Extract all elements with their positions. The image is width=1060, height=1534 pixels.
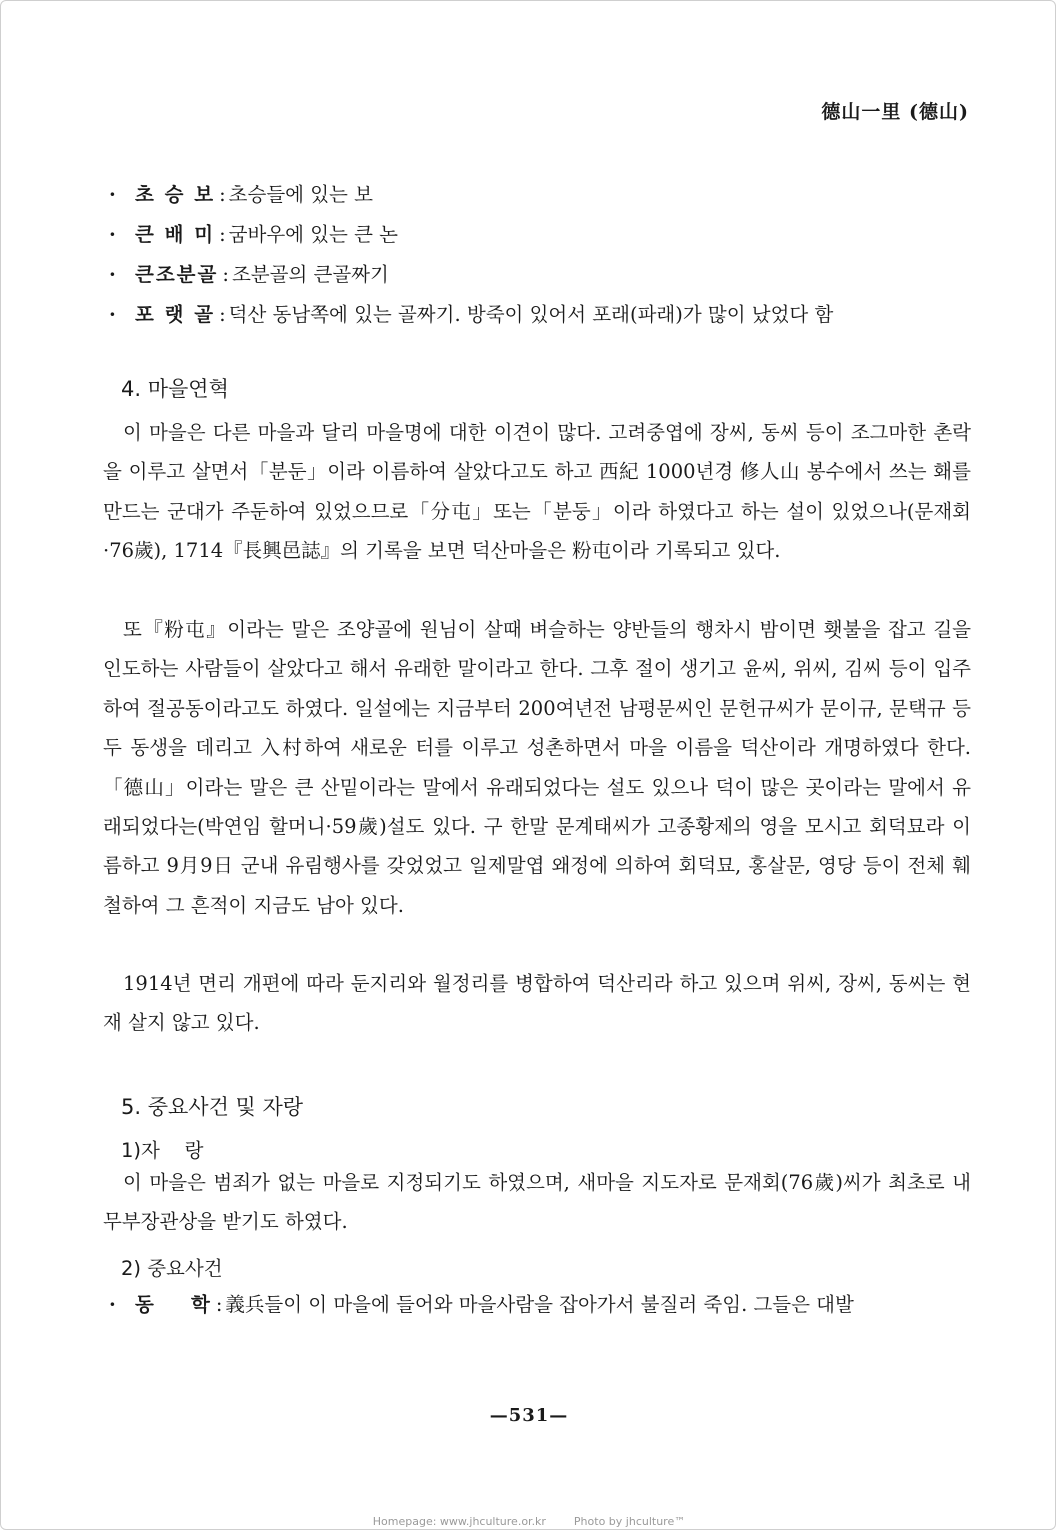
event-description: 義兵들이 이 마을에 들어와 마을사람을 잡아가서 불질러 죽임. 그들은 대발: [225, 1293, 854, 1316]
event-item: [109, 1285, 854, 1325]
colon-separator: :: [222, 263, 229, 286]
photo-credit-footer: Homepage: www.jhculture.or.kr Photo by jhculture™: [372, 1515, 686, 1528]
item-description: 굼바우에 있는 큰 논: [228, 223, 398, 246]
paragraph-text: 또『粉屯』이라는 말은 조양골에 원님이 살때 벼슬하는 양반들의 행차시 밤이면 횃불을 잡고 길을 인도하는 사람들이 살았다고 해서 유래한 말이라고 한다. 그후 절이 생기고 윤씨, 위씨, 김씨 등이 입주하여 절공동이라고도 하였다. 일설에는 지금부터 200여년전 남평문씨인 문헌규씨가 문이규, 문택규 등 두 동생을 데리고 入村하여 새로운 터를 이루고 성촌하면서 마을 이름을 덕산이라 개명하였다 한다.「德山」이라는 말은 큰 산밑이라는 말에서 유래되었다는 설도 있으나 덕이 많은 곳이라는 말에서 유래되었다는(박연임 할머니·59歲)설도 있다. 구 한말 문계태씨가 고종황제의 영을 모시고 회덕묘라 이름하고 9月9日 군내 유림행사를 갖었었고 일제말엽 왜정에 의하여 회덕묘, 홍살문, 영당 등이 전체 훼철하여 그 흔적이 지금도 남아 있다.: [103, 618, 971, 917]
subsection-events-title: 2) 중요사건: [121, 1257, 223, 1280]
list-item: [109, 295, 989, 335]
running-header: 德山一里 (德山): [821, 101, 969, 123]
item-term: 초 승 보: [135, 183, 216, 206]
section-5-title: 5. 중요사건 및 자랑: [121, 1095, 304, 1119]
colon-separator: :: [219, 183, 226, 206]
colon-separator: :: [215, 1293, 223, 1316]
item-description: 덕산 동남쪽에 있는 골짜기. 방죽이 있어서 포래(파래)가 많이 났었다 함: [228, 303, 834, 326]
history-paragraph-2: [103, 610, 971, 925]
colon-separator: :: [219, 303, 226, 326]
list-item: [109, 175, 989, 215]
item-term: 큰조분골: [135, 263, 219, 286]
paragraph-text: 1914년 면리 개편에 따라 둔지리와 월정리를 병합하여 덕산리라 하고 있으며 위씨, 장씨, 동씨는 현재 살지 않고 있다.: [103, 972, 971, 1035]
item-description: 초승들에 있는 보: [228, 183, 373, 206]
page-number: —531—: [489, 1405, 569, 1426]
colon-separator: :: [219, 223, 226, 246]
history-paragraph-1: [103, 413, 971, 571]
event-term: 동 학: [135, 1293, 212, 1316]
place-name-list: [109, 175, 989, 335]
list-item: [109, 215, 989, 255]
paragraph-text: 이 마을은 다른 마을과 달리 마을명에 대한 이견이 많다. 고려중엽에 장씨, 동씨 등이 조그마한 촌락을 이루고 살면서「분둔」이라 이름하여 살았다고도 하고 西紀 1000년경 修人山 봉수에서 쓰는 홰를 만드는 군대가 주둔하여 있었으므로「分屯」또는「분둥」이라 하였다고 하는 설이 있었으나(문재회·76歲), 1714『長興邑誌』의 기록을 보면 덕산마을은 粉屯이라 기록되고 있다.: [103, 421, 971, 563]
subsection-pride-title: 1)자 랑: [121, 1139, 204, 1162]
bullet-dot: ·: [109, 1293, 116, 1316]
item-term: 포 랫 골: [135, 303, 216, 326]
list-item: [109, 255, 989, 295]
pride-paragraph: [103, 1163, 971, 1242]
section-4-title: 4. 마을연혁: [121, 377, 229, 401]
paragraph-text: 이 마을은 범죄가 없는 마을로 지정되기도 하였으며, 새마을 지도자로 문재회(76歲)씨가 최초로 내무부장관상을 받기도 하였다.: [103, 1171, 971, 1234]
bullet-dot: ·: [109, 223, 116, 246]
bullet-dot: ·: [109, 303, 116, 326]
history-paragraph-3: [103, 964, 971, 1043]
item-term: 큰 배 미: [135, 223, 216, 246]
item-description: 조분골의 큰골짜기: [231, 263, 389, 286]
bullet-dot: ·: [109, 263, 116, 286]
bullet-dot: ·: [109, 183, 116, 206]
